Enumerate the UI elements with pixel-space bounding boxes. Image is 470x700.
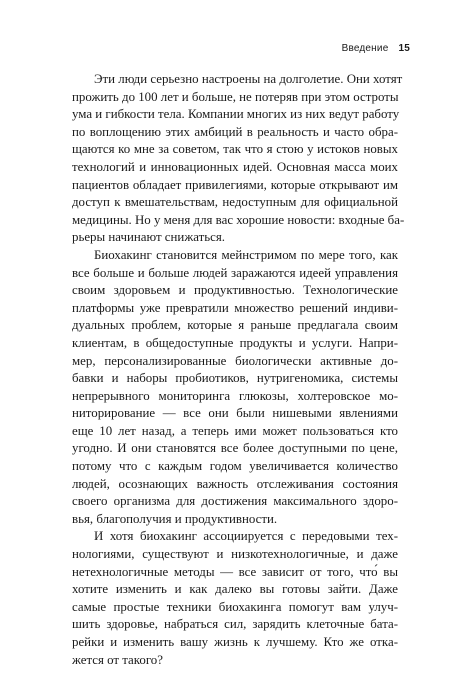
text-line: пациентов обладает привилегиями, которые открывают им [72, 177, 398, 192]
text-line: Биохакинг становится мейнстримом по мере того, как [94, 247, 398, 262]
text-line: все больше и больше людей заражаются идеей управления [72, 265, 398, 280]
text-line: еще 10 лет назад, а теперь ими может пользоваться кто [72, 423, 398, 438]
text-line: платформы уже превратили множество решений индиви- [72, 300, 398, 315]
text-line: по воплощению этих амбиций в реальность и часто обра- [72, 124, 398, 139]
paragraph-2 [72, 247, 398, 529]
text-line: вья, благополучия и продуктивности. [72, 511, 278, 526]
text-line: угодно. И они становятся все более доступными по цене, [72, 441, 398, 456]
text-line: самые простые техники биохакинга помогут вам улуч- [72, 599, 398, 614]
text-line: рейки и изменить вашу жизнь к лучшему. Кто же отка- [72, 635, 398, 649]
text-line: щаются ко мне за советом, так что я стою у истоков новых [72, 142, 398, 157]
text-line: потому что с каждым годом увеличивается количество [72, 459, 398, 474]
text-line: своим здоровьем и продуктивностью. Технологические [72, 283, 398, 298]
text-line: рьеры начинают снижаться. [72, 230, 225, 245]
text-line: клиентам, в общедоступные продукты и услуги. Напри- [72, 335, 398, 350]
text-line: прожить до 100 лет и больше, не потеряв при этом остроты [72, 89, 399, 104]
text-line: Эти люди серьезно настроены на долголетие. Они хотят [94, 72, 403, 86]
text-line: бавки и наборы пробиотиков, нутригеномика, системы [72, 371, 398, 386]
text-line: непрерывного мониторинга глюкозы, холтеровское мо- [72, 388, 398, 403]
text-line: хотите изменить и как далеко вы готовы зайти. Даже [72, 582, 398, 597]
paragraph-3 [72, 528, 398, 669]
paragraph-1 [72, 71, 405, 247]
text-line: медицины. Но у меня для вас хорошие новости: входные ба- [72, 212, 405, 227]
text-line: своего организма для достижения максимального здоро- [72, 494, 398, 509]
text-line: мер, персонализированные биологически активные до- [72, 353, 398, 368]
text-line: дуальных проблем, которые я раньше предлагала своим [72, 318, 398, 333]
text-line: жется от такого? [72, 652, 163, 667]
text-line: ума и гибкости тела. Компании многих из них ведут работу [72, 107, 400, 122]
text-line: ниторирование — все они были нишевыми явлениями [72, 406, 398, 421]
text-line: И хотя биохакинг ассоциируется с передовыми тех- [94, 529, 398, 544]
text-line: доступ к вмешательствам, недоступным для официальной [72, 195, 398, 210]
running-header [342, 43, 410, 54]
text-line: людей, осознающих важность отслеживания состояния [72, 476, 398, 491]
section-title: Введение [341, 43, 389, 54]
body-text [72, 71, 405, 669]
text-line: технологий и инновационных идей. Основная масса моих [72, 159, 398, 174]
text-line: нетехнологичные методы — все зависит от того, что́ вы [72, 564, 398, 579]
text-line: шить здоровье, набраться сил, зарядить клеточные бата- [72, 617, 398, 632]
text-line: нологиями, существуют и низкотехнологичные, и даже [72, 547, 398, 562]
page-number: 15 [398, 43, 410, 54]
